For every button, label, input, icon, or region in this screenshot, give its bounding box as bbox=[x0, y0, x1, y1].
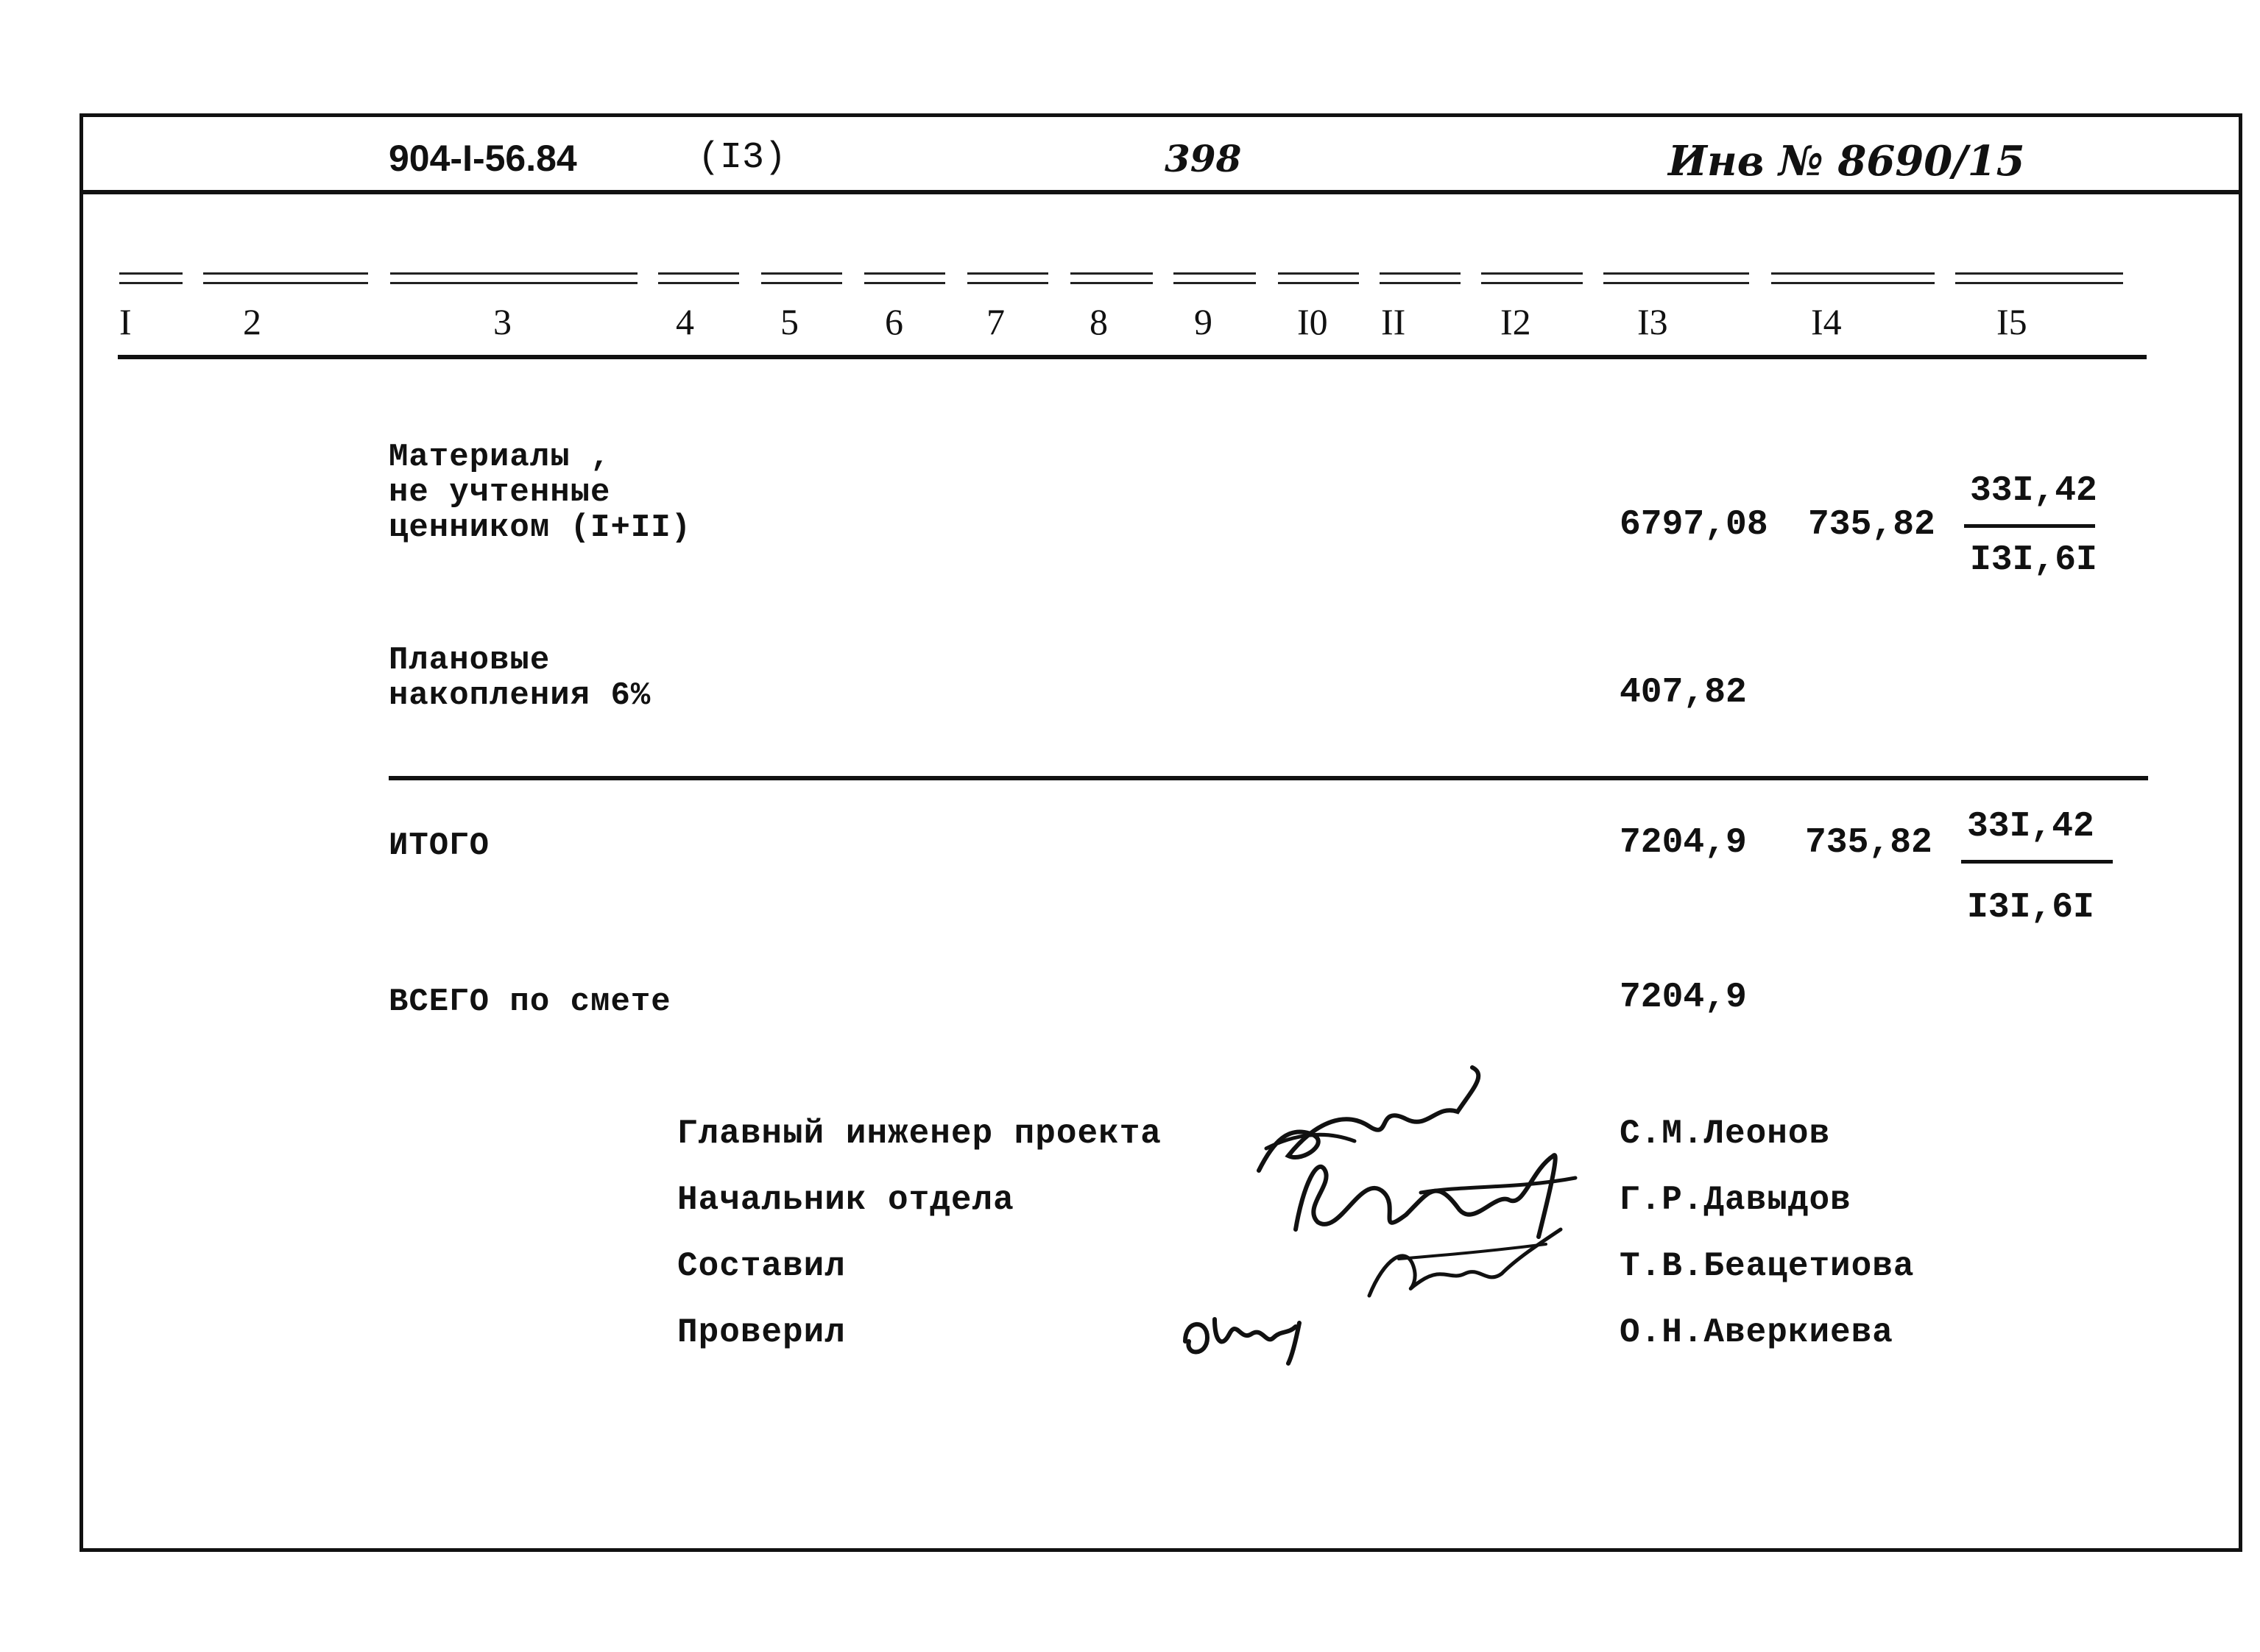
signature-name: С.М.Леонов bbox=[1620, 1115, 1831, 1153]
row-col15-top: 33I,42 bbox=[1970, 471, 2097, 511]
column-number: 6 bbox=[885, 301, 903, 342]
signature-name: Т.В.Беацетиова bbox=[1620, 1247, 1915, 1285]
sheet-number: (I3) bbox=[698, 137, 787, 179]
row-col15-bottom: I3I,6I bbox=[1970, 540, 2097, 580]
handwritten-signature-3 bbox=[1355, 1215, 1575, 1310]
row-col15-bottom: I3I,6I bbox=[1967, 888, 2094, 928]
header-rule bbox=[82, 190, 2242, 194]
row-col13-value: 7204,9 bbox=[1620, 823, 1747, 863]
fraction-rule bbox=[1961, 860, 2113, 864]
row-label: Плановые bbox=[389, 642, 551, 679]
column-number: I3 bbox=[1637, 301, 1668, 342]
row-col13-value: 7204,9 bbox=[1620, 978, 1747, 1017]
column-number: 4 bbox=[676, 301, 694, 342]
column-number: II bbox=[1381, 301, 1406, 342]
column-dash bbox=[390, 272, 638, 284]
column-dash bbox=[967, 272, 1048, 284]
signature-position: Составил bbox=[677, 1247, 846, 1285]
column-dash bbox=[119, 272, 183, 284]
document-code: 904-I-56.84 bbox=[389, 138, 577, 179]
inventory-number: Инв № 8690/15 bbox=[1668, 137, 2025, 186]
row-col15-top: 33I,42 bbox=[1967, 807, 2094, 847]
column-number: 7 bbox=[986, 301, 1005, 342]
page-number: 398 bbox=[1165, 137, 1242, 180]
column-number: 3 bbox=[493, 301, 512, 342]
column-dash bbox=[658, 272, 739, 284]
column-dash bbox=[1173, 272, 1256, 284]
column-dash bbox=[864, 272, 945, 284]
row-label: ВСЕГО по смете bbox=[389, 984, 671, 1020]
signature-position: Начальник отдела bbox=[677, 1181, 1014, 1219]
fraction-rule bbox=[1964, 524, 2095, 528]
signature-name: Г.Р.Давыдов bbox=[1620, 1181, 1851, 1219]
column-number: 2 bbox=[243, 301, 261, 342]
row-label: не учтенные bbox=[389, 474, 611, 511]
row-label: ИТОГО bbox=[389, 827, 490, 864]
column-header-rule bbox=[118, 355, 2147, 359]
column-dash bbox=[1070, 272, 1153, 284]
column-number: I5 bbox=[1996, 301, 2027, 342]
column-dash bbox=[1771, 272, 1935, 284]
column-number: I4 bbox=[1811, 301, 1842, 342]
column-dash bbox=[1603, 272, 1749, 284]
column-number: I bbox=[119, 301, 132, 342]
row-label: ценником (I+II) bbox=[389, 509, 692, 546]
row-col14-value: 735,82 bbox=[1805, 823, 1932, 863]
column-dash bbox=[1955, 272, 2123, 284]
column-dash bbox=[761, 272, 842, 284]
column-number: 8 bbox=[1090, 301, 1108, 342]
handwritten-signature-4 bbox=[1170, 1290, 1318, 1371]
column-dash bbox=[1481, 272, 1583, 284]
column-number: 9 bbox=[1194, 301, 1212, 342]
column-number: 5 bbox=[780, 301, 799, 342]
signature-name: О.Н.Аверкиева bbox=[1620, 1313, 1893, 1352]
row-label: накопления 6% bbox=[389, 677, 651, 714]
column-dash bbox=[1380, 272, 1461, 284]
row-label: Материалы , bbox=[389, 439, 611, 476]
total-rule bbox=[389, 776, 2148, 780]
row-col13-value: 407,82 bbox=[1620, 673, 1747, 713]
signature-position: Главный инженер проекта bbox=[677, 1115, 1162, 1153]
row-col14-value: 735,82 bbox=[1808, 505, 1935, 545]
signature-position: Проверил bbox=[677, 1313, 846, 1352]
row-col13-value: 6797,08 bbox=[1620, 505, 1768, 545]
column-number: I2 bbox=[1500, 301, 1531, 342]
column-dash bbox=[1278, 272, 1359, 284]
column-dash bbox=[203, 272, 368, 284]
column-number: I0 bbox=[1297, 301, 1328, 342]
